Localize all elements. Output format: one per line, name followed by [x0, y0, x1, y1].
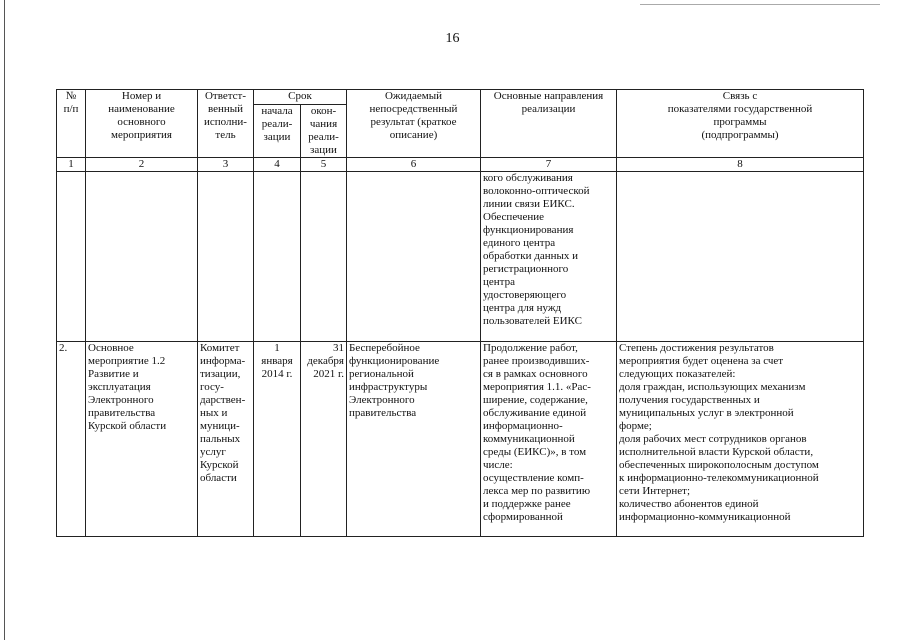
text-line: ных и: [200, 407, 228, 419]
implementation-directions: [481, 342, 617, 537]
text-line: тель: [215, 129, 236, 141]
text-line: коммуникационной: [483, 433, 575, 445]
text-line: доля рабочих мест сотрудников органов: [619, 433, 807, 445]
column-number: 6: [347, 158, 481, 172]
text-line: форме;: [619, 420, 652, 432]
activity-table: [56, 89, 864, 537]
column-number: 8: [617, 158, 864, 172]
text-line: Комитет: [200, 342, 240, 354]
text-line: госу-: [200, 381, 224, 393]
column-number: 7: [481, 158, 617, 172]
text-line: тизации,: [200, 368, 241, 380]
text-line: исполнительной власти Курской области,: [619, 446, 814, 458]
text-line: информационно-: [483, 420, 563, 432]
text-line: зации: [263, 131, 291, 143]
text-line: среды (ЕИКС)», в том: [483, 446, 587, 458]
text-line: муниципальных услуг в электронной: [619, 407, 794, 419]
column-number: 5: [301, 158, 347, 172]
text-line: показателями государственной: [667, 103, 813, 115]
header-srok: Срок: [254, 90, 347, 105]
header-result: [347, 90, 481, 158]
text-line: области: [200, 472, 237, 484]
text-line: функционирования: [483, 224, 574, 236]
page-left-edge: [4, 0, 5, 640]
text-line: получения государственных и: [619, 394, 760, 406]
text-line: единого центра: [483, 237, 556, 249]
text-line: осуществление комп-: [483, 472, 584, 484]
text-line: мероприятия будет оценена за счет: [619, 355, 784, 367]
responsible-executor: [198, 342, 254, 537]
text-line: пальных: [200, 433, 241, 445]
text-line: кого обслуживания: [483, 172, 573, 184]
text-line: начала: [261, 105, 293, 117]
text-line: наименование: [108, 103, 175, 115]
text-line: Связь с: [722, 90, 758, 102]
text-line: информационно-коммуникационной: [619, 511, 791, 523]
text-line: Бесперебойное: [349, 342, 420, 354]
text-line: следующих показателей:: [619, 368, 736, 380]
text-line: функционирование: [349, 355, 440, 367]
text-line: мероприятия: [111, 129, 172, 141]
text-line: описание): [389, 129, 438, 141]
table-row-2: [57, 342, 864, 537]
text-line: регистрационного: [483, 263, 569, 275]
text-line: окон-: [310, 105, 337, 117]
text-line: основного: [117, 116, 166, 128]
text-line: ранее производивших-: [483, 355, 590, 367]
text-line: чания: [309, 118, 338, 130]
text-line: программы: [713, 116, 767, 128]
text-line: Номер и: [121, 90, 162, 102]
text-line: №: [65, 90, 77, 102]
text-line: центра для нужд: [483, 302, 562, 314]
text-line: дарствен-: [200, 394, 246, 406]
text-line: правительства: [349, 407, 417, 419]
column-number: 2: [86, 158, 198, 172]
text-line: пользователей ЕИКС: [483, 315, 582, 327]
column-number: 4: [254, 158, 301, 172]
program-indicators-link: [617, 342, 864, 537]
continuation-directions: [481, 172, 617, 342]
text-line: декабря: [307, 355, 344, 367]
text-line: эксплуатация: [88, 381, 151, 393]
text-line: удостоверяющего: [483, 289, 567, 301]
text-line: (подпрограммы): [701, 129, 779, 141]
text-line: волоконно-оптической: [483, 185, 590, 197]
text-line: ся в рамках основного: [483, 368, 588, 380]
text-line: ширение, содержание,: [483, 394, 588, 406]
text-line: Электронного: [349, 394, 415, 406]
text-line: реали-: [308, 131, 339, 143]
text-line: 2021 г.: [313, 368, 344, 380]
text-line: результат (краткое: [370, 116, 457, 128]
column-number-row: [57, 158, 864, 172]
text-line: и поддержке ранее: [483, 498, 571, 510]
text-line: 1: [274, 342, 280, 354]
text-line: Электронного: [88, 394, 154, 406]
text-line: центра: [483, 276, 515, 288]
text-line: инфраструктуры: [349, 381, 428, 393]
text-line: непосредственный: [369, 103, 458, 115]
header-start: [254, 105, 301, 158]
table-row-continuation: [57, 172, 864, 342]
text-line: реали-: [261, 118, 293, 130]
text-line: региональной: [349, 368, 414, 380]
text-line: мероприятия 1.1. «Рас-: [483, 381, 591, 393]
text-line: Ответст-: [204, 90, 247, 102]
text-line: Обеспечение: [483, 211, 544, 223]
text-line: лекса мер по развитию: [483, 485, 591, 497]
text-line: 31: [333, 342, 344, 354]
text-line: обработки данных и: [483, 250, 578, 262]
header-link: [617, 90, 864, 158]
text-line: Ожидаемый: [384, 90, 443, 102]
end-date: [301, 342, 347, 537]
text-line: информа-: [200, 355, 246, 367]
text-line: количество абонентов единой: [619, 498, 759, 510]
text-line: Степень достижения результатов: [619, 342, 774, 354]
text-line: обеспеченных широкополосным доступом: [619, 459, 819, 471]
text-line: обслуживание единой: [483, 407, 587, 419]
text-line: числе:: [483, 459, 513, 471]
text-line: муници-: [200, 420, 240, 432]
text-line: доля граждан, использующих механизм: [619, 381, 806, 393]
text-line: 2014 г.: [261, 368, 293, 380]
header-row-1: [57, 90, 864, 105]
text-line: января: [261, 355, 293, 367]
text-line: Развитие и: [88, 368, 139, 380]
text-line: правительства: [88, 407, 156, 419]
column-number: 1: [57, 158, 86, 172]
header-name: [86, 90, 198, 158]
activity-name: [86, 342, 198, 537]
page-number: 16: [445, 31, 460, 46]
text-line: реализации: [521, 103, 576, 115]
text-line: услуг: [200, 446, 226, 458]
text-line: сети Интернет;: [619, 485, 690, 497]
text-line: к информационно-телекоммуникационной: [619, 472, 819, 484]
expected-result: [347, 342, 481, 537]
header-responsible: [198, 90, 254, 158]
text-line: исполни-: [204, 116, 247, 128]
start-date: [254, 342, 301, 537]
text-line: сформированной: [483, 511, 563, 523]
header-end: [301, 105, 347, 158]
text-line: Основные направления: [493, 90, 604, 102]
text-line: мероприятие 1.2: [88, 355, 166, 367]
text-line: Основное: [88, 342, 134, 354]
text-line: линии связи ЕИКС.: [483, 198, 575, 210]
text-line: п/п: [63, 103, 79, 115]
text-line: зации: [310, 144, 337, 156]
header-num: [57, 90, 86, 158]
page-top-edge: [640, 4, 880, 5]
row-number: 2.: [57, 342, 86, 537]
column-number: 3: [198, 158, 254, 172]
text-line: Курской области: [88, 420, 167, 432]
header-directions: [481, 90, 617, 158]
text-line: венный: [207, 103, 244, 115]
text-line: Курской: [200, 459, 239, 471]
text-line: Продолжение работ,: [483, 342, 578, 354]
